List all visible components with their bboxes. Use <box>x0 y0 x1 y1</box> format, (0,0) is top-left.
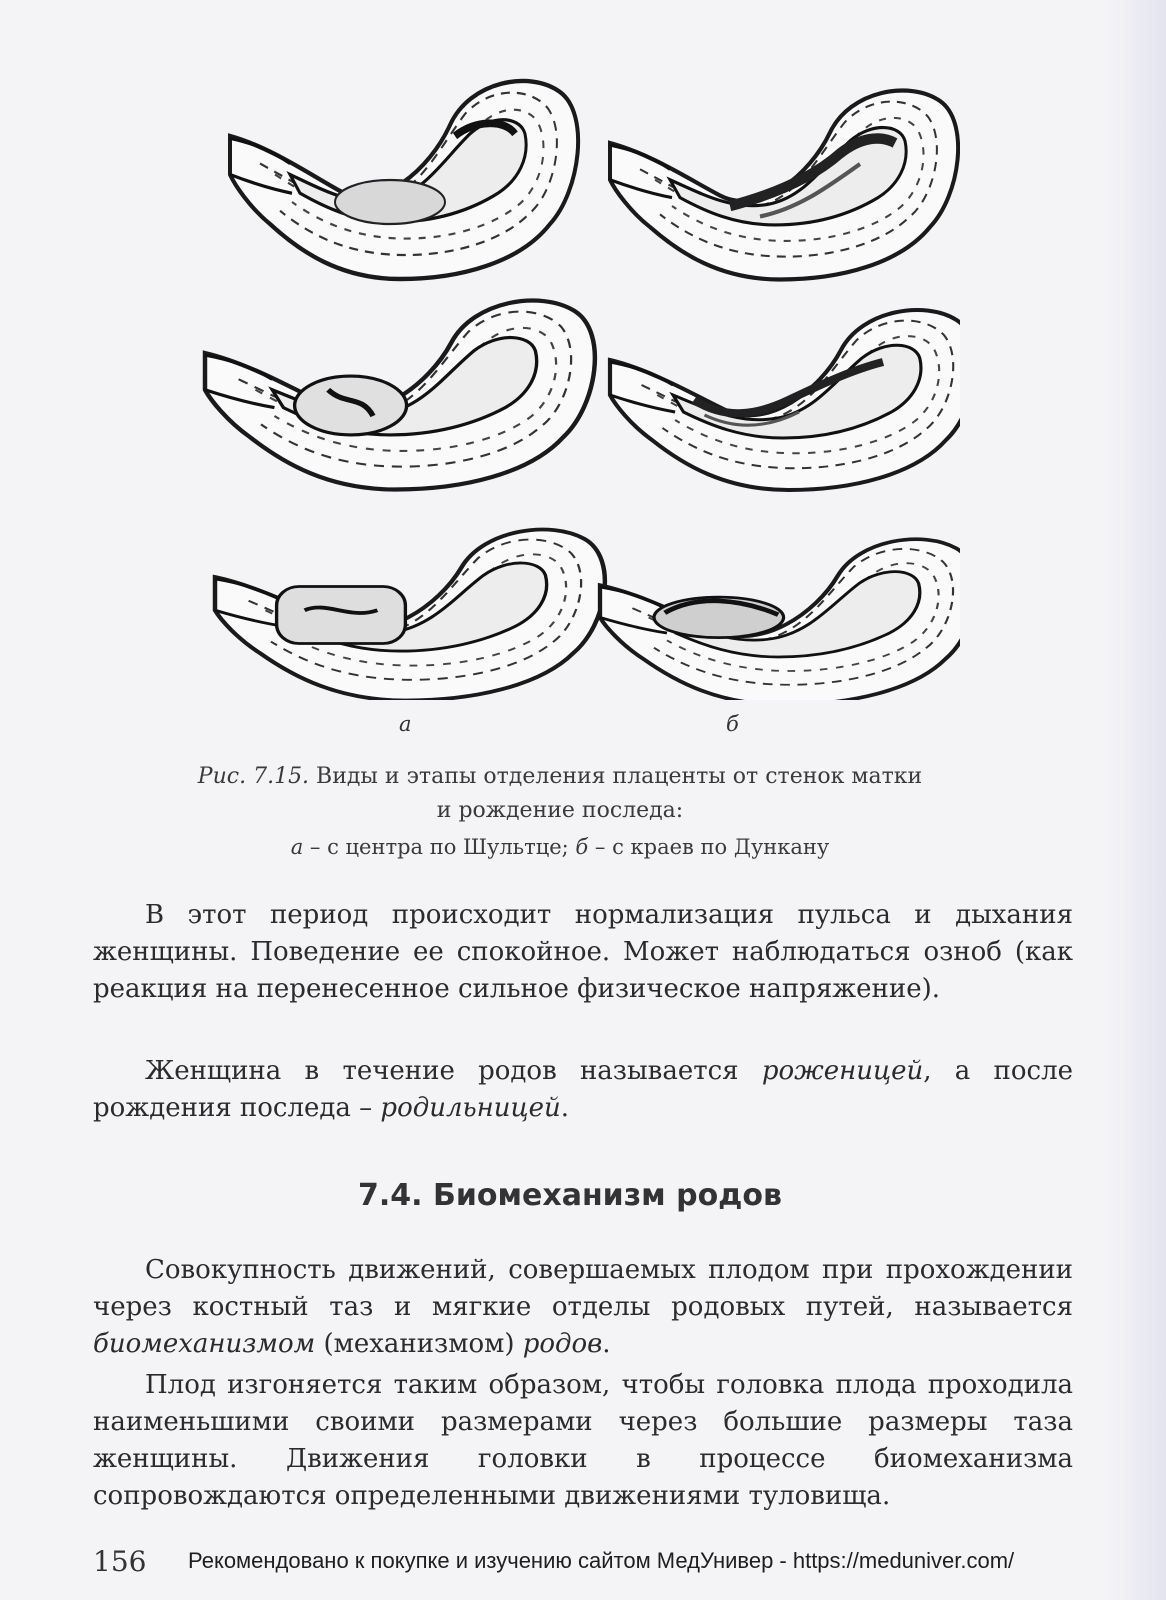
paragraph-3 <box>93 1252 1073 1363</box>
uterus-a-stage-2 <box>205 301 595 490</box>
figure-placenta-separation <box>200 60 960 700</box>
uterus-b-stage-3 <box>600 539 960 700</box>
caption-line-1: Виды и этапы отделения плаценты от стенок матки <box>309 764 923 789</box>
paragraph-3-text: Совокупность движений, совершаемых плодом при прохождении через костный таз и мягкие отделы родовых путей, называется <box>93 1255 1073 1322</box>
caption-a-text: – с центра по Шультце; <box>303 835 576 859</box>
caption-b-text: – с краев по Дункану <box>588 835 830 859</box>
paragraph-2-text: Женщина в течение родов называется <box>145 1056 762 1086</box>
paragraph-3-text-2: (механизмом) <box>315 1329 523 1359</box>
figure-caption-legend <box>120 830 1000 864</box>
uterus-b-stage-1 <box>610 91 958 280</box>
paragraph-1-text: В этот период происходит нормализация пульса и дыхания женщины. Поведение ее спокойное. Может наблюдаться озноб (как реакция на перенесенное сильное физическое напряжение). <box>93 900 1073 1004</box>
paragraph-3-end: . <box>602 1329 611 1359</box>
paragraph-1 <box>93 897 1073 1008</box>
uterus-a-stage-3 <box>215 530 605 701</box>
uterus-a-stage-1 <box>230 81 578 279</box>
page-edge-shadow <box>1106 0 1166 1600</box>
page-number: 156 <box>93 1545 147 1578</box>
section-heading: 7.4. Биомеханизм родов <box>358 1178 782 1213</box>
footer-note: Рекомендовано к покупке и изучению сайтом МедУнивер - https://meduniver.com/ <box>188 1548 1015 1573</box>
caption-line-2: и рождение последа: <box>436 798 684 823</box>
paragraph-2 <box>93 1053 1073 1127</box>
term-rodov: родов <box>522 1329 603 1359</box>
panel-label-a: а <box>399 712 412 736</box>
figure-caption <box>120 760 1000 828</box>
paragraph-4-text: Плод изгоняется таким образом, чтобы головка плода проходила наименьшими своими размерами через большие размеры таза женщины. Движения головки в процессе биомеханизма сопровождаются определенными движениями туловища. <box>93 1370 1073 1511</box>
term-biomechanism: биомеханизмом <box>93 1329 316 1359</box>
caption-a-letter: а <box>290 835 304 859</box>
paragraph-4 <box>93 1367 1073 1515</box>
term-rodilnitsa: родильницей <box>380 1093 561 1123</box>
placenta-illustration <box>200 60 960 700</box>
uterus-b-stage-2 <box>610 310 960 490</box>
caption-b-letter: б <box>575 835 589 859</box>
paragraph-2-text-2: , а после рождения последа – <box>93 1056 1073 1123</box>
paragraph-2-end: . <box>560 1093 570 1123</box>
term-rozhenitsa: роженицей <box>761 1056 924 1086</box>
panel-label-b: б <box>726 712 739 736</box>
caption-prefix: Рис. 7.15. <box>197 764 310 789</box>
